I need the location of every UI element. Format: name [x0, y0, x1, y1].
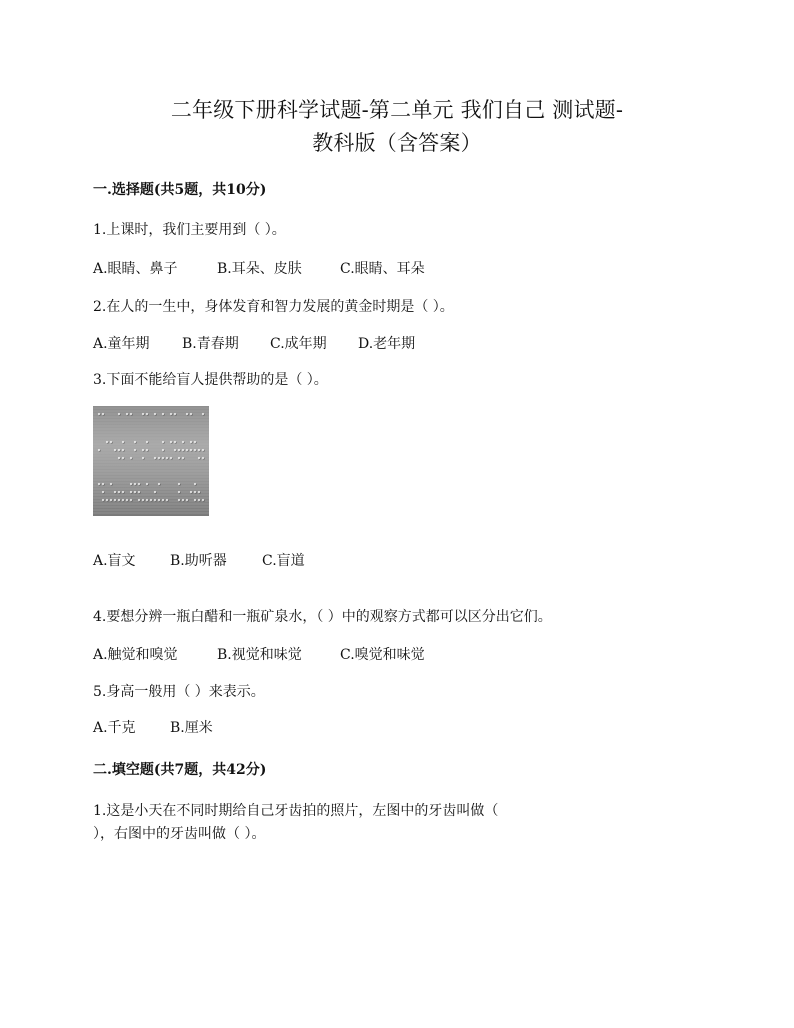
- option-b: B.厘米: [170, 720, 213, 736]
- option-d: D.老年期: [358, 336, 416, 352]
- question-3-stem: 3.下面不能给盲人提供帮助的是（ ）。: [93, 372, 328, 388]
- option-a: A.眼睛、鼻子: [93, 261, 178, 277]
- question-1-stem: 1.上课时，我们主要用到（ ）。: [93, 222, 286, 238]
- page-title-line2: 教科版（含答案）: [312, 131, 482, 155]
- option-c: C.眼睛、耳朵: [340, 261, 425, 277]
- page-title-line1: 二年级下册科学试题-第二单元 我们自己 测试题-: [170, 98, 624, 122]
- fill-question-1-line2: ），右图中的牙齿叫做（ ）。: [93, 826, 266, 842]
- question-5-options: [93, 718, 213, 738]
- option-a: A.触觉和嗅觉: [93, 647, 178, 663]
- braille-photo: [93, 406, 209, 516]
- option-c: C.成年期: [270, 336, 327, 352]
- option-b: B.青春期: [182, 336, 239, 352]
- option-a: A.千克: [93, 720, 136, 736]
- fill-question-1-line1: 1.这是小天在不同时期给自己牙齿拍的照片，左图中的牙齿叫做（: [93, 803, 499, 819]
- question-2-options: [93, 334, 415, 354]
- option-c: C.盲道: [262, 553, 305, 569]
- question-5-stem: 5.身高一般用（ ）来表示。: [93, 684, 265, 700]
- section-heading-choice: 一.选择题(共5题，共10分): [93, 182, 267, 198]
- question-4-stem: 4.要想分辨一瓶白醋和一瓶矿泉水，（ ）中的观察方式都可以区分出它们。: [93, 609, 552, 625]
- option-c: C.嗅觉和味觉: [340, 647, 425, 663]
- option-b: B.助听器: [170, 553, 227, 569]
- question-4-options: [93, 645, 425, 665]
- option-a: A.盲文: [93, 553, 136, 569]
- question-2-stem: 2.在人的一生中，身体发育和智力发展的黄金时期是（ ）。: [93, 299, 454, 315]
- option-b: B.耳朵、皮肤: [217, 261, 302, 277]
- section-heading-fill: 二.填空题(共7题，共42分): [93, 762, 267, 778]
- question-1-options: [93, 259, 425, 279]
- question-3-options: [93, 551, 305, 571]
- option-b: B.视觉和味觉: [217, 647, 302, 663]
- option-a: A.童年期: [93, 336, 150, 352]
